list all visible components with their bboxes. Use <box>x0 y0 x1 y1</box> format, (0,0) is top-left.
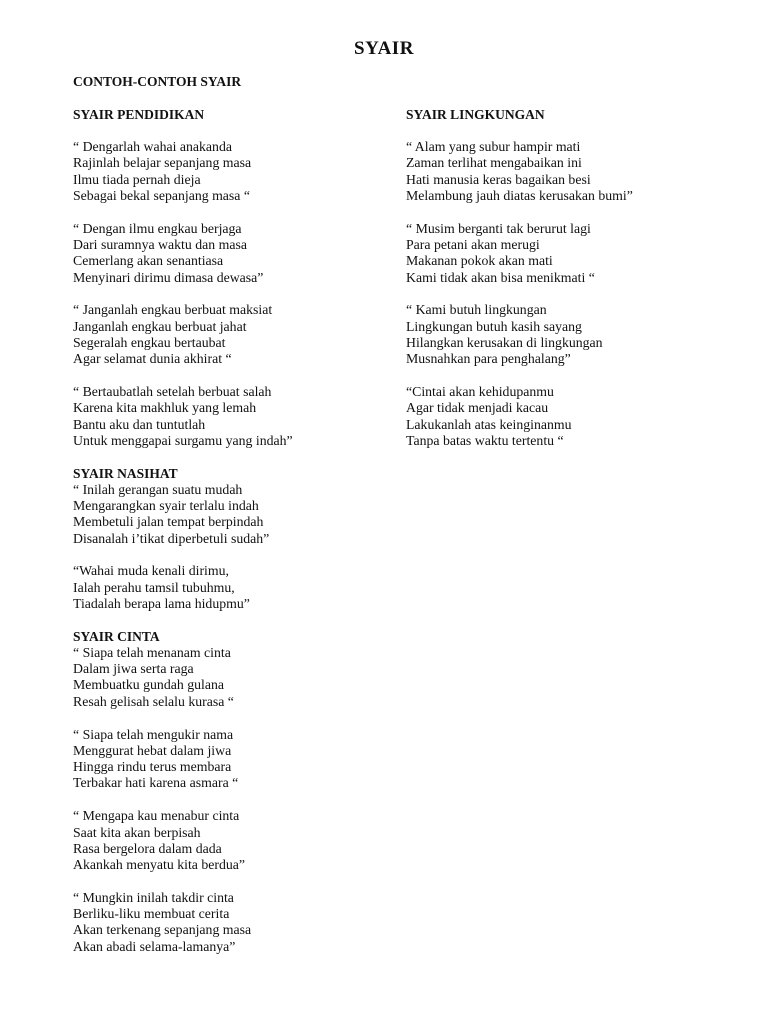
poem-line: “ Dengan ilmu engkau berjaga <box>73 220 242 236</box>
stanza <box>73 221 393 286</box>
poem-line: Dari suramnya waktu dan masa <box>73 236 247 252</box>
section-title: SYAIR NASIHAT <box>73 465 178 481</box>
stanza-spacer <box>73 710 393 727</box>
stanza <box>73 482 393 547</box>
poem-line: “ Janganlah engkau berbuat maksiat <box>73 302 273 318</box>
stanza <box>73 645 393 710</box>
stanza-spacer <box>73 792 393 809</box>
poem-line: Cemerlang akan senantiasa <box>73 253 224 269</box>
poem-line: Akan terkenang sepanjang masa <box>73 922 252 938</box>
poem-line: Menyinari dirimu dimasa dewasa” <box>73 269 264 285</box>
poem-line: “ Siapa telah mengukir nama <box>73 726 234 742</box>
poem-line: “ Bertaubatlah setelah berbuat salah <box>73 384 272 400</box>
poem-line: “ Kami butuh lingkungan <box>406 302 547 318</box>
stanza <box>73 384 393 449</box>
section-syair-pendidikan <box>73 107 393 449</box>
poem-line: Dalam jiwa serta raga <box>73 661 194 677</box>
poem-line: Resah gelisah selalu kurasa “ <box>73 693 234 709</box>
poem-line: Makanan pokok akan mati <box>406 253 553 269</box>
section-syair-nasihat <box>73 466 393 613</box>
poem-line: Ialah perahu tamsil tubuhmu, <box>73 579 235 595</box>
stanza-spacer <box>406 204 726 221</box>
poem-line: Kami tidak akan bisa menikmati “ <box>406 269 595 285</box>
poem-line: Hati manusia keras bagaikan besi <box>406 171 591 187</box>
section-title: SYAIR LINGKUNGAN <box>406 107 545 122</box>
poem-line: Akankah menyatu kita berdua” <box>73 857 246 873</box>
poem-line: Agar tidak menjadi kacau <box>406 400 549 416</box>
section-spacer <box>73 449 393 466</box>
poem-line: “Wahai muda kenali dirimu, <box>73 563 229 579</box>
stanza-spacer <box>73 547 393 564</box>
poem-line: Melambung jauh diatas kerusakan bumi” <box>406 187 633 203</box>
stanza-spacer <box>406 286 726 303</box>
poem-line: Musnahkan para penghalang” <box>406 351 571 367</box>
poem-line: Terbakar hati karena asmara “ <box>73 775 239 791</box>
stanza-spacer <box>73 204 393 221</box>
poem-line: Membetuli jalan tempat berpindah <box>73 514 264 530</box>
section-syair-cinta <box>73 629 393 955</box>
poem-line: Bantu aku dan tuntutlah <box>73 416 206 432</box>
page-title: SYAIR <box>354 38 414 59</box>
stanza-spacer <box>73 873 393 890</box>
title-spacer <box>406 123 726 139</box>
poem-line: Zaman terlihat mengabaikan ini <box>406 155 582 171</box>
stanza <box>73 302 393 367</box>
stanza <box>406 384 726 449</box>
stanza <box>73 808 393 873</box>
section-title: SYAIR CINTA <box>73 628 160 644</box>
poem-line: “ Musim berganti tak berurut lagi <box>406 220 591 236</box>
poem-line: Sebagai bekal sepanjang masa “ <box>73 187 250 203</box>
section-syair-lingkungan <box>406 107 726 449</box>
stanza <box>73 139 393 204</box>
stanza <box>406 302 726 367</box>
poem-line: Agar selamat dunia akhirat “ <box>73 351 232 367</box>
page-subtitle: CONTOH-CONTOH SYAIR <box>73 74 242 89</box>
poem-line: Menggurat hebat dalam jiwa <box>73 742 232 758</box>
poem-line: Karena kita makhluk yang lemah <box>73 400 257 416</box>
poem-line: “ Siapa telah menanam cinta <box>73 644 231 660</box>
stanza-spacer <box>406 368 726 385</box>
poem-line: Tiadalah berapa lama hidupmu” <box>73 596 250 612</box>
poem-line: Disanalah i’tikat diperbetuli sudah” <box>73 530 270 546</box>
right-column <box>406 107 726 449</box>
section-spacer <box>73 612 393 629</box>
poem-line: “ Dengarlah wahai anakanda <box>73 139 232 154</box>
section-title: SYAIR PENDIDIKAN <box>73 107 205 122</box>
poem-line: Mengarangkan syair terlalu indah <box>73 498 259 514</box>
poem-line: Berliku-liku membuat cerita <box>73 906 230 922</box>
poem-line: Rajinlah belajar sepanjang masa <box>73 155 252 171</box>
stanza-spacer <box>73 286 393 303</box>
poem-line: Membuatku gundah gulana <box>73 677 224 693</box>
poem-line: Ilmu tiada pernah dieja <box>73 171 201 187</box>
poem-line: Tanpa batas waktu tertentu “ <box>406 432 564 448</box>
left-column <box>73 107 393 955</box>
stanza <box>73 563 393 612</box>
poem-line: Lakukanlah atas keinginanmu <box>406 416 572 432</box>
poem-line: Para petani akan merugi <box>406 236 540 252</box>
poem-line: “ Inilah gerangan suatu mudah <box>73 481 243 497</box>
poem-line: Saat kita akan berpisah <box>73 824 201 840</box>
poem-line: Untuk menggapai surgamu yang indah” <box>73 432 293 448</box>
title-spacer <box>73 123 393 139</box>
stanza <box>73 727 393 792</box>
stanza <box>73 890 393 955</box>
poem-line: “ Mengapa kau menabur cinta <box>73 808 240 824</box>
poem-line: Akan abadi selama-lamanya” <box>73 938 236 954</box>
poem-line: Hingga rindu terus membara <box>73 759 232 775</box>
poem-line: Janganlah engkau berbuat jahat <box>73 318 247 334</box>
stanza <box>406 221 726 286</box>
stanza <box>406 139 726 204</box>
poem-line: “Cintai akan kehidupanmu <box>406 384 554 400</box>
poem-line: “ Alam yang subur hampir mati <box>406 139 581 154</box>
stanza-spacer <box>73 368 393 385</box>
poem-line: Hilangkan kerusakan di lingkungan <box>406 334 603 350</box>
poem-line: Lingkungan butuh kasih sayang <box>406 318 582 334</box>
poem-line: Rasa bergelora dalam dada <box>73 840 222 856</box>
poem-line: “ Mungkin inilah takdir cinta <box>73 889 234 905</box>
poem-line: Segeralah engkau bertaubat <box>73 334 226 350</box>
